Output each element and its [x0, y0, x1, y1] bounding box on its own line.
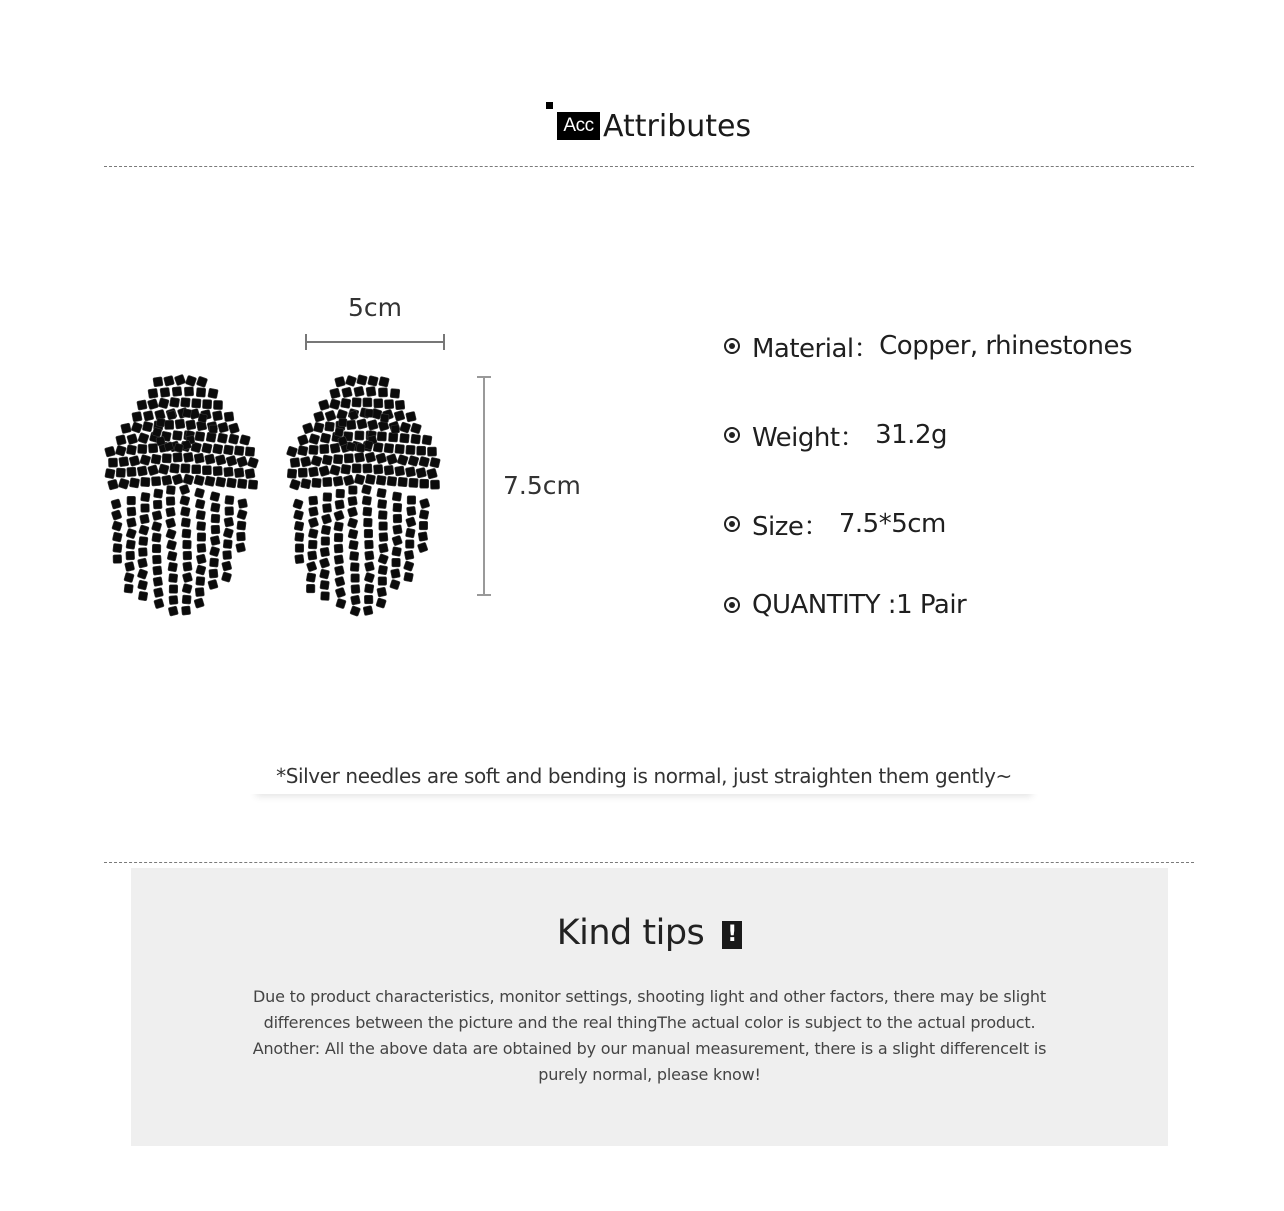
kind-tips-line: Another: All the above data are obtained by our manual measurement, there is a slight differenceIt is: [252, 1039, 1047, 1058]
bullet-circle-icon: [724, 516, 740, 532]
care-note: *Silver needles are soft and bending is normal, just straighten them gently~: [248, 758, 1040, 794]
bullet-circle-icon: [724, 338, 740, 354]
width-dimension-label: 5cm: [348, 293, 403, 322]
header-badge: Acc: [557, 112, 600, 140]
spec-size: [724, 504, 946, 544]
spec-weight: [724, 415, 947, 455]
page-title: Attributes: [603, 109, 752, 144]
spec-label: Material：: [752, 333, 880, 364]
kind-tips-text: [181, 984, 1118, 1088]
spec-value: 31.2g: [875, 420, 947, 450]
product-image: [80, 280, 620, 640]
kind-tips-panel: [131, 868, 1168, 1146]
bullet-circle-icon: [724, 427, 740, 443]
bottom-divider: [104, 862, 1194, 863]
earring-pair: [104, 374, 440, 616]
height-dimension-line: [477, 377, 491, 595]
kind-tips-title: Kind tips: [556, 913, 705, 953]
top-divider: [104, 166, 1194, 167]
kind-tips-line: Due to product characteristics, monitor settings, shooting light and other factors, there may be slight: [253, 987, 1046, 1006]
spec-value: Copper, rhinestones: [879, 331, 1133, 361]
spec-label: QUANTITY :: [752, 590, 897, 620]
spec-quantity: [724, 585, 966, 625]
spec-value: 7.5*5cm: [838, 509, 946, 539]
exclamation-icon: !: [722, 921, 742, 949]
spec-label: Weight：: [752, 422, 866, 453]
width-dimension-line: [306, 334, 444, 350]
kind-tips-line: differences between the picture and the real thingThe actual color is subject to the actual product.: [263, 1013, 1036, 1032]
kind-tips-line: purely normal, please know!: [538, 1065, 761, 1084]
spec-value: 1 Pair: [896, 590, 967, 620]
bullet-circle-icon: [724, 597, 740, 613]
header-decoration-dot: [546, 102, 553, 109]
spec-label: Size：: [752, 511, 829, 542]
height-dimension-label: 7.5cm: [503, 471, 581, 500]
kind-tips-heading: [131, 908, 1168, 958]
spec-material: [724, 326, 1132, 366]
